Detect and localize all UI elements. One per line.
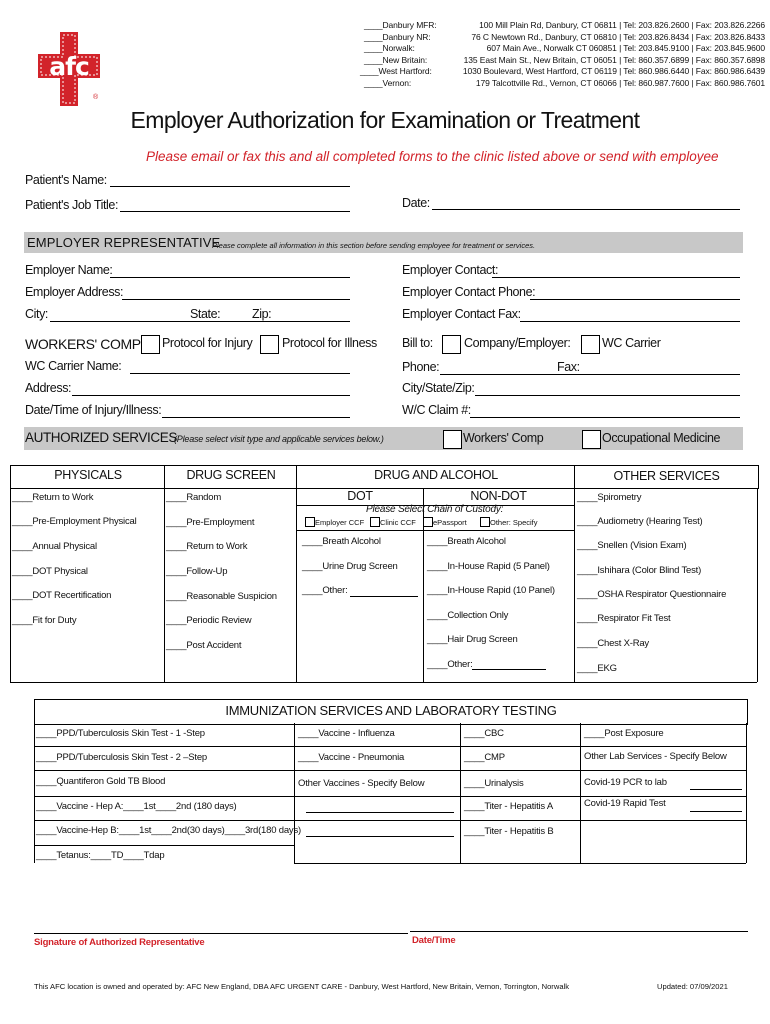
wc-address-label: Address: (25, 381, 72, 395)
employer-contact-fax-label: Employer Contact Fax: (402, 307, 521, 321)
state-label: State: (190, 307, 221, 321)
clinic-info: 179 Talcottville Rd., Vernon, CT 06066 | Tel: 860.987.7600 | Fax: 860.986.7601 (475, 77, 765, 88)
bill-company-checkbox[interactable] (442, 335, 461, 354)
page-title: Employer Authorization for Examination or Treatment (130, 107, 640, 133)
injury-date-label: Date/Time of Injury/Illness: (25, 403, 162, 417)
other-service-item[interactable]: ____Spirometry (577, 492, 642, 503)
wc-fax-label: Fax: (557, 360, 580, 374)
custody-employer-checkbox[interactable] (305, 517, 315, 527)
employer-address-label: Employer Address: (25, 285, 124, 299)
lab-item[interactable]: ____CBC (464, 728, 504, 739)
city-state-zip-field[interactable] (50, 321, 350, 322)
drug-screen-item[interactable]: ____Periodic Review (166, 615, 252, 626)
visit-workers-comp-label: Workers' Comp (463, 431, 544, 445)
wc-city-label: City/State/Zip: (402, 381, 475, 395)
other-service-item[interactable]: ____Chest X-Ray (577, 638, 649, 649)
physical-item[interactable]: ____DOT Recertification (12, 590, 112, 601)
lab-item[interactable]: ____Urinalysis (464, 778, 524, 789)
clinic-info: 135 East Main St., New Britain, CT 06051 | Tel: 860.357.6899 | Fax: 860.357.6898 (463, 54, 765, 65)
visit-occ-med-label: Occupational Medicine (602, 431, 721, 445)
wc-carrier-name-label: WC Carrier Name: (25, 359, 122, 373)
other-service-item[interactable]: ____Ishihara (Color Blind Test) (577, 565, 702, 576)
employer-name-field[interactable] (110, 277, 350, 278)
dot-heading: DOT (347, 489, 373, 503)
wc-claim-field[interactable] (470, 417, 740, 418)
afc-logo (38, 32, 100, 106)
protocol-illness-checkbox[interactable] (260, 335, 279, 354)
clinic-checkbox-line[interactable]: ____Norwalk: (364, 43, 415, 53)
bill-carrier-checkbox[interactable] (581, 335, 600, 354)
vaccine-item[interactable]: ____Vaccine - Pneumonia (298, 752, 405, 763)
lab-item[interactable]: ____Titer - Hepatitis A (464, 801, 554, 812)
custody-epassport-checkbox[interactable] (423, 517, 433, 527)
wc-city-field[interactable] (475, 395, 740, 396)
employer-address-field[interactable] (122, 299, 350, 300)
visit-occ-med-checkbox[interactable] (582, 430, 601, 449)
footer-updated: Updated: 07/09/2021 (657, 982, 728, 991)
other-service-item[interactable]: ____OSHA Respirator Questionnaire (577, 589, 727, 600)
wc-phone-label: Phone: (402, 360, 440, 374)
custody-epassport-label: ePassport (433, 518, 467, 527)
employer-name-label: Employer Name: (25, 263, 113, 277)
custody-label: Please Select Chain of Custody: (366, 504, 504, 515)
logo-text: afc (49, 52, 89, 81)
non-dot-item[interactable]: ____Other: (427, 659, 473, 670)
other-service-item[interactable]: ____EKG (577, 663, 617, 674)
lab-item[interactable]: ____CMP (464, 752, 505, 763)
protocol-injury-label: Protocol for Injury (162, 336, 253, 350)
drug-screen-heading: DRUG SCREEN (186, 468, 276, 482)
dot-item[interactable]: ____Breath Alcohol (302, 536, 381, 547)
other-vaccine-line-1[interactable] (306, 812, 454, 813)
workers-comp-heading: WORKERS' COMP (25, 336, 141, 352)
patient-job-field[interactable] (120, 211, 350, 212)
patient-name-field[interactable] (110, 186, 350, 187)
patient-job-label: Patient's Job Title: (25, 198, 119, 212)
signature-field[interactable] (34, 933, 408, 934)
drug-screen-item[interactable]: ____Post Accident (166, 640, 242, 651)
lab-service-item[interactable]: ____Post Exposure (584, 728, 664, 739)
vaccine-item[interactable]: ____Vaccine - Influenza (298, 728, 395, 739)
non-dot-heading: NON-DOT (470, 489, 527, 503)
wc-address-field[interactable] (72, 395, 350, 396)
employer-contact-phone-field[interactable] (530, 299, 740, 300)
signature-date-field[interactable] (410, 931, 748, 932)
physicals-heading: PHYSICALS (54, 468, 122, 482)
non-dot-item[interactable]: ____Collection Only (427, 610, 509, 621)
drug-alcohol-heading: DRUG AND ALCOHOL (374, 468, 498, 482)
custody-other-label: Other: Specify (490, 518, 538, 527)
custody-clinic-label: Clinic CCF (380, 518, 416, 527)
employer-note: Please complete all information in this section before sending employee for treatment or services. (212, 241, 536, 250)
immunization-item[interactable]: ____PPD/Tuberculosis Skin Test - 1 -Step (36, 728, 205, 739)
wc-claim-label: W/C Claim #: (402, 403, 471, 417)
drug-screen-item[interactable]: ____Random (166, 492, 222, 503)
custody-clinic-checkbox[interactable] (370, 517, 380, 527)
logo-registered-mark: ® (93, 94, 99, 101)
other-service-item[interactable]: ____Snellen (Vision Exam) (577, 540, 687, 551)
other-service-item[interactable]: ____Respirator Fit Test (577, 613, 671, 624)
other-service-item[interactable]: ____Audiometry (Hearing Test) (577, 516, 703, 527)
immunization-item[interactable]: ____Quantiferon Gold TB Blood (36, 776, 166, 787)
immunization-heading: IMMUNIZATION SERVICES AND LABORATORY TESTING (225, 703, 557, 718)
zip-label: Zip: (252, 307, 272, 321)
authorized-heading: AUTHORIZED SERVICES (25, 430, 177, 445)
immunization-item[interactable]: ____Tetanus:____TD____Tdap (36, 850, 165, 861)
non-dot-item[interactable]: ____In-House Rapid (10 Panel) (427, 585, 555, 596)
drug-screen-item[interactable]: ____Pre-Employment (166, 517, 255, 528)
physical-item[interactable]: ____Annual Physical (12, 541, 97, 552)
physical-item[interactable]: ____DOT Physical (12, 566, 88, 577)
covid-rapid-field[interactable] (690, 811, 742, 812)
footer-ownership: This AFC location is owned and operated by: AFC New England, DBA AFC URGENT CARE - Danbury, West Hartford, New Britain, Vernon, Torrington, Norwalk (34, 982, 570, 991)
date-label: Date: (402, 196, 430, 210)
protocol-illness-label: Protocol for Illness (282, 336, 377, 350)
lab-item[interactable]: ____Titer - Hepatitis B (464, 826, 554, 837)
physical-item[interactable]: ____Fit for Duty (12, 615, 77, 626)
lab-service-item[interactable]: Covid-19 PCR to lab (584, 777, 667, 788)
clinic-checkbox-line[interactable]: ____West Hartford: (360, 66, 432, 76)
lab-service-item[interactable]: Covid-19 Rapid Test (584, 798, 666, 809)
patient-name-label: Patient's Name: (25, 173, 107, 187)
clinic-info: 1030 Boulevard, West Hartford, CT 06119 | Tel: 860.986.6440 | Fax: 860.986.6439 (462, 66, 765, 76)
drug-screen-item[interactable]: ____Return to Work (166, 541, 248, 552)
drug-screen-item[interactable]: ____Reasonable Suspicion (166, 591, 277, 602)
injury-date-field[interactable] (162, 417, 350, 418)
immunization-item[interactable]: ____Vaccine-Hep B:____1st____2nd(30 days)____3rd(180 days) (36, 825, 301, 836)
other-services-heading: OTHER SERVICES (613, 469, 720, 483)
lab-service-item[interactable]: Other Lab Services - Specify Below (584, 751, 727, 762)
protocol-injury-checkbox[interactable] (141, 335, 160, 354)
non-dot-item[interactable]: ____Breath Alcohol (427, 536, 506, 547)
bill-to-label: Bill to: (402, 336, 433, 350)
authorized-note: (Please select visit type and applicable services below.) (174, 434, 384, 444)
clinic-info: 100 Mill Plain Rd, Danbury, CT 06811 | Tel: 203.826.2600 | Fax: 203.826.2266 (479, 20, 765, 30)
clinic-info: 607 Main Ave., Norwalk CT 060851 | Tel: 203.845.9100 | Fax: 203.845.9600 (486, 43, 765, 53)
clinic-info: 76 C Newtown Rd., Danbury, CT 06810 | Tel: 203.826.8434 | Fax: 203.826.8433 (471, 31, 765, 42)
non-dot-item[interactable]: ____In-House Rapid (5 Panel) (427, 561, 550, 572)
physical-item[interactable]: ____Pre-Employment Physical (12, 516, 137, 527)
dot-item[interactable]: ____Other: (302, 585, 348, 596)
employer-contact-phone-label: Employer Contact Phone: (402, 285, 536, 299)
non-dot-item[interactable]: ____Hair Drug Screen (427, 634, 518, 645)
clinic-checkbox-line[interactable]: ____Danbury MFR: (364, 20, 437, 30)
clinic-checkbox-line[interactable]: ____Danbury NR: (364, 31, 431, 42)
covid-pcr-field[interactable] (690, 789, 742, 790)
vaccine-item[interactable]: Other Vaccines - Specify Below (298, 778, 425, 789)
employer-heading: EMPLOYER REPRESENTATIVE (27, 235, 221, 250)
visit-workers-comp-checkbox[interactable] (443, 430, 462, 449)
employer-contact-label: Employer Contact: (402, 263, 499, 277)
instruction-text: Please email or fax this and all completed forms to the clinic listed above or send with employee (146, 149, 719, 164)
drug-screen-item[interactable]: ____Follow-Up (166, 566, 228, 577)
other-vaccine-line-2[interactable] (306, 836, 454, 837)
signature-label: Signature of Authorized Representative (34, 937, 205, 948)
immunization-item[interactable]: ____PPD/Tuberculosis Skin Test - 2 –Step (36, 752, 208, 763)
date-field[interactable] (432, 209, 740, 210)
dot-other-field[interactable] (350, 596, 418, 597)
wc-phone-fax-field[interactable] (440, 374, 740, 375)
city-label: City: (25, 307, 49, 321)
bill-company-label: Company/Employer: (464, 336, 571, 350)
non-dot-other-field[interactable] (472, 669, 546, 670)
wc-carrier-name-field[interactable] (130, 373, 350, 374)
signature-date-label: Date/Time (412, 935, 456, 946)
immunization-item[interactable]: ____Vaccine - Hep A:____1st____2nd (180 days) (36, 801, 237, 812)
employer-contact-fax-field[interactable] (520, 321, 740, 322)
employer-contact-field[interactable] (492, 277, 740, 278)
physical-item[interactable]: ____Return to Work (12, 492, 94, 503)
custody-other-checkbox[interactable] (480, 517, 490, 527)
bill-carrier-label: WC Carrier (602, 336, 661, 350)
custody-employer-label: Employer CCF (315, 518, 365, 527)
clinic-checkbox-line[interactable]: ____Vernon: (364, 77, 412, 88)
clinic-checkbox-line[interactable]: ____New Britain: (364, 54, 428, 65)
dot-item[interactable]: ____Urine Drug Screen (302, 561, 398, 572)
